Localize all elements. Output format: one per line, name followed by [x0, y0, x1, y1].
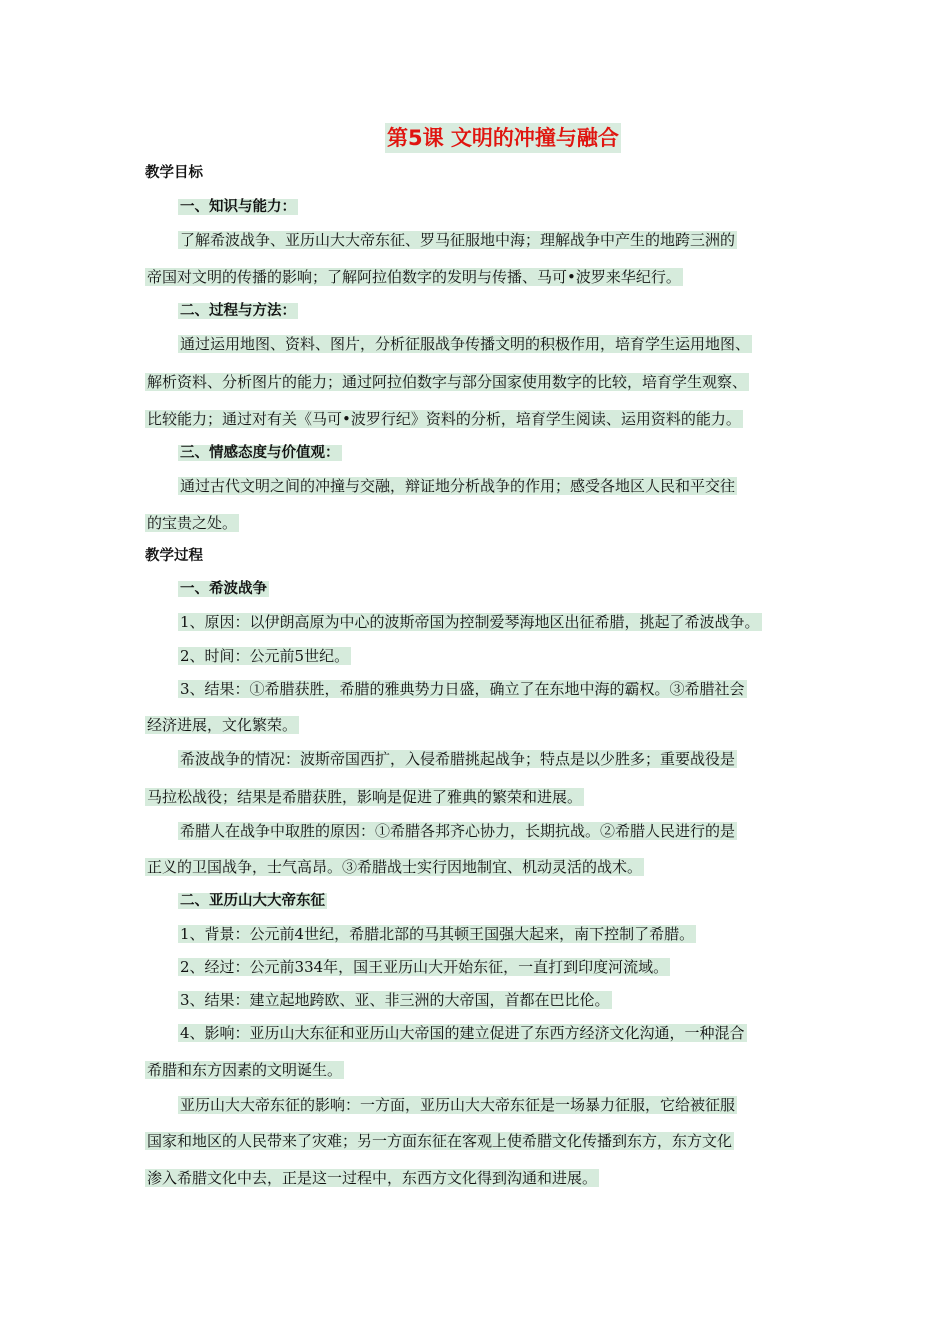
section-heading	[178, 442, 342, 464]
paragraph-line	[178, 333, 752, 355]
line-text: 通过古代文明之间的冲撞与交融，辩证地分析战争的作用；感受各地区人民和平交往	[180, 477, 736, 495]
paragraph-line	[145, 1130, 734, 1152]
section-heading	[178, 578, 269, 600]
paragraph-line	[145, 371, 749, 393]
line-text: 正义的卫国战争，士气高昂。③希腊战士实行因地制宜、机动灵活的战术。	[147, 858, 643, 876]
line-text: 帝国对文明的传播的影响；了解阿拉伯数字的发明与传播、马可•波罗来华纪行。	[147, 268, 681, 286]
paragraph-line	[178, 645, 351, 667]
paragraph-line	[178, 1022, 747, 1044]
paragraph-line	[178, 820, 737, 842]
line-text: 4、影响：亚历山大东征和亚历山大帝国的建立促进了东西方经济文化沟通，一种混合	[180, 1024, 745, 1042]
paragraph-line	[145, 714, 299, 736]
line-text: 一、知识与能力：	[180, 199, 296, 215]
paragraph-line	[145, 512, 239, 534]
line-text: 教学目标	[145, 165, 203, 181]
line-text: 二、亚历山大大帝东征	[180, 893, 325, 909]
paragraph-line	[178, 956, 670, 978]
line-text: 二、过程与方法：	[180, 303, 296, 319]
paragraph-line	[145, 856, 644, 878]
paragraph-line	[178, 678, 747, 700]
line-text: 三、情感态度与价值观：	[180, 445, 340, 461]
section-heading	[178, 300, 298, 322]
line-text: 3、结果：建立起地跨欧、亚、非三洲的大帝国，首都在巴比伦。	[180, 991, 610, 1009]
line-text: 一、希波战争	[180, 581, 267, 597]
line-text: 渗入希腊文化中去，正是这一过程中，东西方文化得到沟通和进展。	[147, 1169, 598, 1187]
paragraph-line	[145, 1059, 344, 1081]
line-text: 1、背景：公元前4世纪，希腊北部的马其顿王国强大起来，南下控制了希腊。	[180, 925, 695, 943]
section-heading	[145, 162, 203, 184]
section-heading	[145, 545, 203, 567]
line-text: 比较能力；通过对有关《马可•波罗行纪》资料的分析，培育学生阅读、运用资料的能力。	[147, 410, 741, 428]
line-text: 的宝贵之处。	[147, 514, 238, 532]
paragraph-line	[178, 475, 737, 497]
paragraph-line	[145, 1167, 599, 1189]
line-text: 了解希波战争、亚历山大大帝东征、罗马征服地中海；理解战争中产生的地跨三洲的	[180, 231, 736, 249]
line-text: 解析资料、分析图片的能力；通过阿拉伯数字与部分国家使用数字的比较，培育学生观察、	[147, 373, 748, 391]
lesson-title: 第5课 文明的冲撞与融合	[385, 123, 621, 153]
paragraph-line	[178, 229, 737, 251]
paragraph-line	[145, 266, 683, 288]
line-text: 马拉松战役；结果是希腊获胜，影响是促进了雅典的繁荣和进展。	[147, 788, 583, 806]
paragraph-line	[178, 748, 737, 770]
paragraph-line	[178, 989, 612, 1011]
section-heading	[178, 196, 298, 218]
line-text: 希腊和东方因素的文明诞生。	[147, 1061, 343, 1079]
line-text: 3、结果：①希腊获胜，希腊的雅典势力日盛，确立了在东地中海的霸权。③希腊社会	[180, 680, 745, 698]
section-heading	[178, 890, 327, 912]
line-text: 经济进展，文化繁荣。	[147, 716, 298, 734]
paragraph-line	[178, 923, 696, 945]
line-text: 教学过程	[145, 548, 203, 564]
paragraph-line	[145, 408, 743, 430]
paragraph-line	[178, 1094, 737, 1116]
line-text: 希腊人在战争中取胜的原因：①希腊各邦齐心协力，长期抗战。②希腊人民进行的是	[180, 822, 736, 840]
line-text: 希波战争的情况：波斯帝国西扩，入侵希腊挑起战争；特点是以少胜多；重要战役是	[180, 750, 736, 768]
line-text: 1、原因：以伊朗高原为中心的波斯帝国为控制爱琴海地区出征希腊，挑起了希波战争。	[180, 613, 760, 631]
paragraph-line	[145, 786, 584, 808]
line-text: 国家和地区的人民带来了灾难；另一方面东征在客观上使希腊文化传播到东方，东方文化	[147, 1132, 733, 1150]
line-text: 亚历山大大帝东征的影响：一方面，亚历山大大帝东征是一场暴力征服，它给被征服	[180, 1096, 736, 1114]
line-text: 2、经过：公元前334年，国王亚历山大开始东征，一直打到印度河流域。	[180, 958, 669, 976]
line-text: 2、时间：公元前5世纪。	[180, 647, 350, 665]
line-text: 通过运用地图、资料、图片，分析征服战争传播文明的积极作用，培育学生运用地图、	[180, 335, 751, 353]
paragraph-line	[178, 611, 762, 633]
